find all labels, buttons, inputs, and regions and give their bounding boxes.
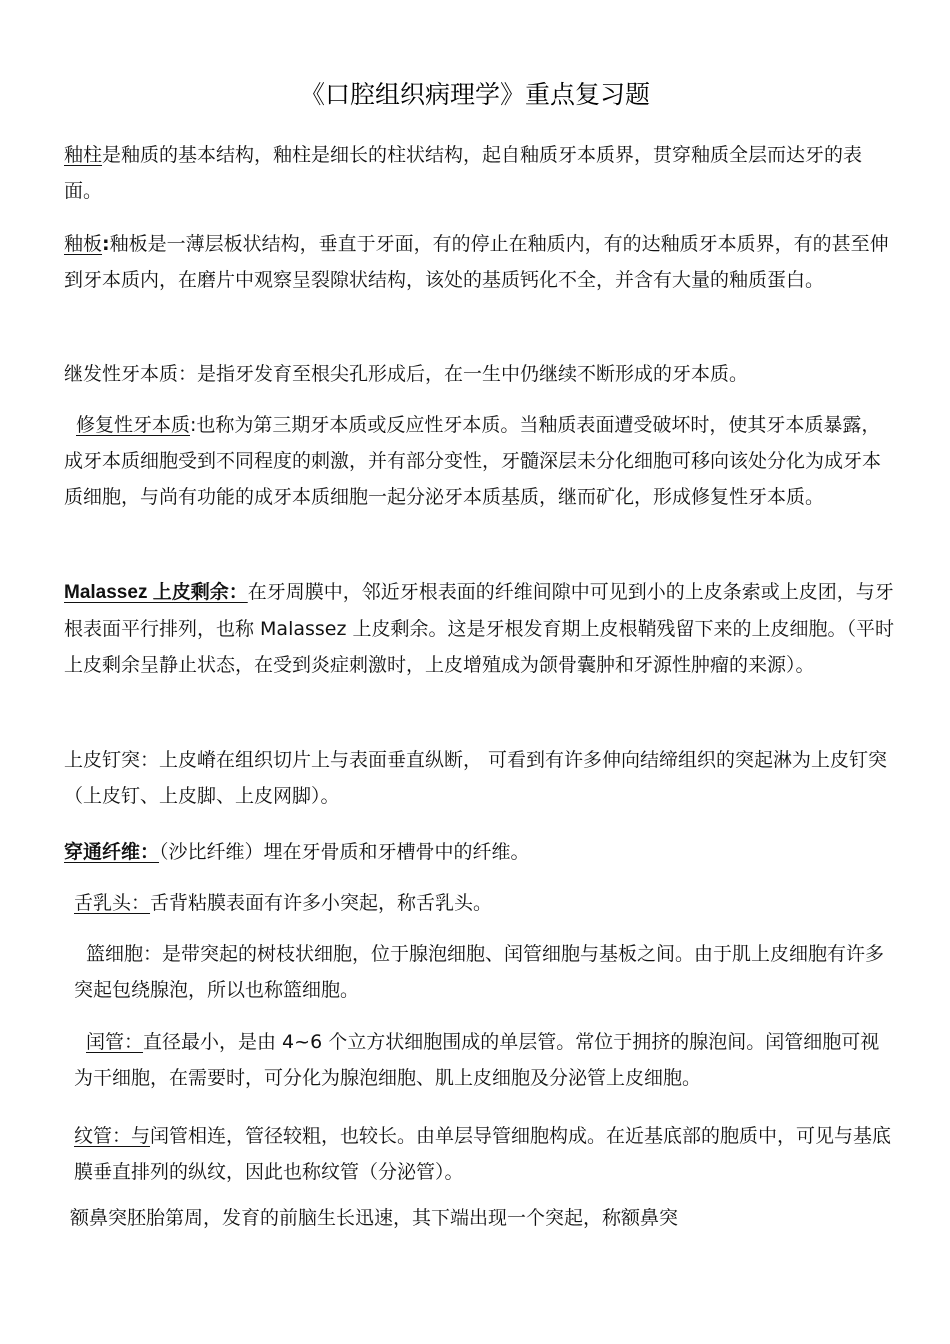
paragraph-basket-cell bbox=[74, 936, 896, 1008]
term-enamel-lamella: 釉板 bbox=[64, 233, 103, 255]
paragraph-body: 舌背粘膜表面有许多小突起，称舌乳头。 bbox=[150, 892, 493, 914]
paragraph-rete-pegs bbox=[64, 742, 896, 814]
paragraph-body: 在牙周膜中，邻近牙根表面的纤维间隙中可见到小的上皮条索或上皮团，与牙根表面平行排列，也称 Malassez 上皮剩余。这是牙根发育期上皮根鞘残留下来的上皮细胞。（平时上皮剩余呈静止状态，在受到炎症刺激时，上皮增殖成为颌骨囊肿和牙源性肿瘤的来源）。 bbox=[64, 581, 894, 676]
paragraph-intercalated-duct bbox=[74, 1024, 896, 1096]
term-separator: : bbox=[190, 414, 197, 436]
term-tongue-papillae: 舌乳头： bbox=[74, 892, 151, 914]
term-separator: : bbox=[102, 233, 110, 255]
paragraph-body: 也称为第三期牙本质或反应性牙本质。当釉质表面遭受破坏时，使其牙本质暴露，成牙本质细胞受到不同程度的刺激，并有部分变性，牙髓深层未分化细胞可移向该处分化为成牙本质细胞，与尚有功能的成牙本质细胞一起分泌牙本质基质，继而矿化，形成修复性牙本质。 bbox=[64, 414, 882, 508]
paragraph-enamel-rod bbox=[64, 137, 896, 209]
term-striated-duct: 纹管：与 bbox=[74, 1125, 151, 1147]
paragraph-body: 继发性牙本质：是指牙发育至根尖孔形成后，在一生中仍继续不断形成的牙本质。 bbox=[64, 363, 749, 385]
paragraph-body: 上皮钉突：上皮嵴在组织切片上与表面垂直纵断， 可看到有许多伸向结缔组织的突起淋为上皮钉突（上皮钉、上皮脚、上皮网脚）。 bbox=[64, 749, 888, 807]
term-intercalated-duct: 闰管： bbox=[86, 1031, 144, 1053]
paragraph-secondary-dentin bbox=[64, 356, 896, 392]
paragraph-perforating-fibers bbox=[64, 834, 896, 870]
paragraph-body: 闰管相连，管径较粗，也较长。由单层导管细胞构成。在近基底部的胞质中，可见与基底膜垂直排列的纵纹，因此也称纹管（分泌管）。 bbox=[74, 1125, 892, 1183]
paragraph-reparative-dentin bbox=[64, 407, 896, 515]
term-enamel-rod: 釉柱 bbox=[64, 144, 103, 166]
term-reparative-dentin: 修复性牙本质 bbox=[76, 414, 191, 436]
paragraph-frontonasal-process bbox=[70, 1200, 896, 1236]
paragraph-tongue-papillae bbox=[74, 885, 896, 921]
paragraph-body: 额鼻突胚胎第周，发育的前脑生长迅速，其下端出现一个突起，称额鼻突 bbox=[70, 1207, 679, 1229]
term-perforating-fibers: 穿通纤维： bbox=[64, 841, 160, 863]
paragraph-malassez-rests bbox=[64, 574, 896, 683]
term-malassez-rests: Malassez 上皮剩余： bbox=[64, 582, 248, 603]
paragraph-body: 是釉质的基本结构，釉柱是细长的柱状结构，起自釉质牙本质界，贯穿釉质全层而达牙的表面。 bbox=[64, 144, 863, 202]
document-title: 《口腔组织病理学》重点复习题 bbox=[299, 80, 650, 109]
paragraph-body: 釉板是一薄层板状结构，垂直于牙面，有的停止在釉质内，有的达釉质牙本质界，有的甚至伸到牙本质内，在磨片中观察呈裂隙状结构，该处的基质钙化不全，并含有大量的釉质蛋白。 bbox=[64, 233, 889, 291]
paragraph-body: （沙比纤维）埋在牙骨质和牙槽骨中的纤维。 bbox=[159, 841, 530, 863]
paragraph-striated-duct bbox=[74, 1118, 896, 1190]
paragraph-enamel-lamella bbox=[64, 226, 896, 298]
paragraph-body: 直径最小，是由 4~6 个立方状细胞围成的单层管。常位于拥挤的腺泡间。闰管细胞可视为干细胞，在需要时，可分化为腺泡细胞、肌上皮细胞及分泌管上皮细胞。 bbox=[74, 1031, 880, 1089]
paragraph-body: 篮细胞：是带突起的树枝状细胞，位于腺泡细胞、闰管细胞与基板之间。由于肌上皮细胞有许多突起包绕腺泡，所以也称篮细胞。 bbox=[74, 943, 885, 1001]
